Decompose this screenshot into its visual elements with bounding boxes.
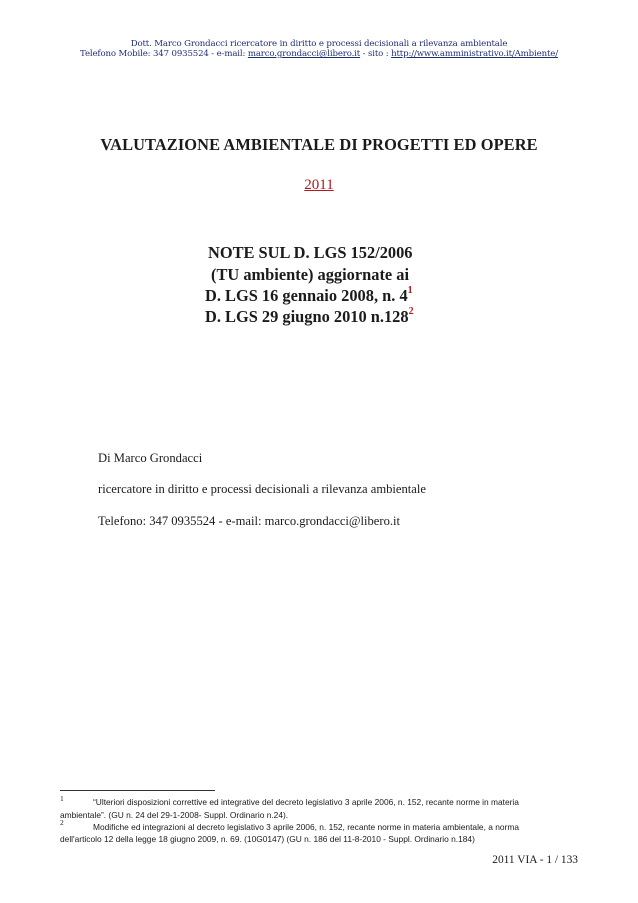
footnote-1-line-2: ambientale”. (GU n. 24 del 29-1-2008- Suppl. Ordinario n.24). bbox=[60, 810, 289, 820]
footnote-1-line-1: “Ulteriori disposizioni correttive ed integrative del decreto legislativo 3 aprile 2006, n. 152, recante norme in materia bbox=[93, 797, 519, 807]
header-line-2 bbox=[0, 49, 638, 59]
header-line-1: Dott. Marco Grondacci ricercatore in diritto e processi decisionali a rilevanza ambientale bbox=[130, 39, 508, 49]
header-site-label: - sito : bbox=[360, 49, 392, 59]
footnote-2-line-2: dell'articolo 12 della legge 18 giugno 2009, n. 69. (10G0147) (GU n. 186 del 11-8-2010 - Suppl. Ordinario n.184) bbox=[60, 834, 475, 844]
notes-line-1: NOTE SUL D. LGS 152/2006 bbox=[208, 243, 413, 262]
document-title: VALUTAZIONE AMBIENTALE DI PROGETTI ED OPERE bbox=[100, 135, 538, 154]
header-phone-text: Telefono Mobile: 347 0935524 - e-mail: bbox=[80, 49, 248, 59]
document-year: 2011 bbox=[304, 177, 334, 193]
footnote-ref-1[interactable]: 1 bbox=[407, 284, 413, 296]
header-website-link[interactable]: http://www.amministrativo.it/Ambiente/ bbox=[391, 49, 558, 59]
footnote-separator bbox=[60, 790, 215, 791]
notes-line-4 bbox=[205, 307, 414, 327]
footnote-2-line-1: Modifiche ed integrazioni al decreto legislativo 3 aprile 2006, n. 152, recante norme in materia ambientale, a norma bbox=[93, 822, 519, 832]
notes-line-3-text: D. LGS 16 gennaio 2008, n. 4 bbox=[205, 286, 408, 305]
author-contact: Telefono: 347 0935524 - e-mail: marco.grondacci@libero.it bbox=[98, 514, 401, 528]
header-email-link[interactable]: marco.grondacci@libero.it bbox=[247, 49, 361, 59]
notes-line-3 bbox=[205, 286, 413, 306]
notes-line-2: (TU ambiente) aggiornate ai bbox=[211, 265, 410, 284]
author-byline: Di Marco Grondacci bbox=[98, 451, 203, 465]
footnote-2-number: 2 bbox=[60, 818, 64, 827]
author-role: ricercatore in diritto e processi decisionali a rilevanza ambientale bbox=[98, 482, 426, 496]
footnote-ref-2[interactable]: 2 bbox=[408, 305, 414, 317]
footnote-1-number: 1 bbox=[60, 794, 64, 803]
page-footer: 2011 VIA - 1 / 133 bbox=[492, 854, 578, 866]
notes-line-4-text: D. LGS 29 giugno 2010 n.128 bbox=[205, 307, 409, 326]
